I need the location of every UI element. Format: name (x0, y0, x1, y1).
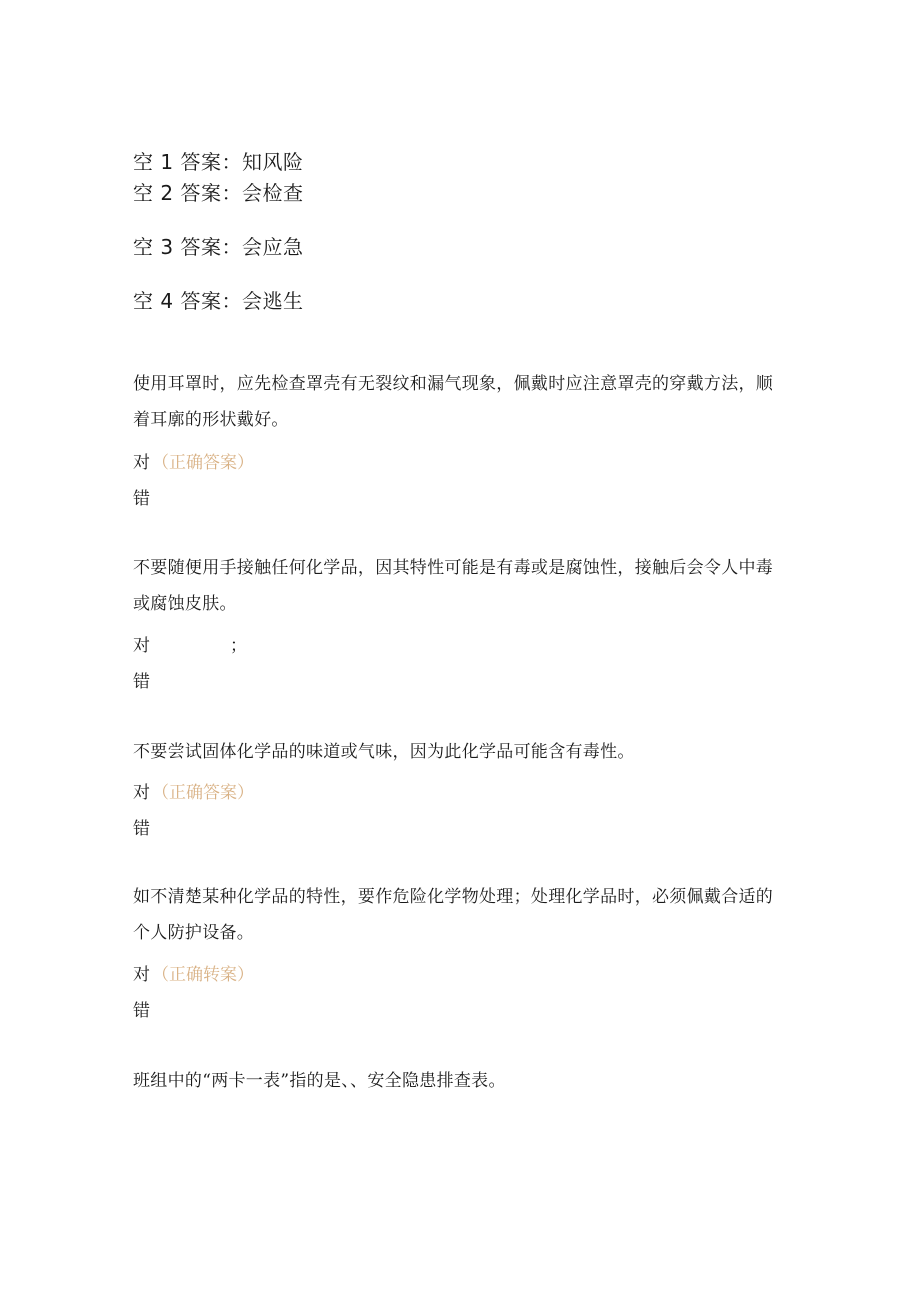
option-label: 错 (133, 489, 150, 509)
answer-value: 会逃生 (241, 289, 304, 313)
question-3-option-true[interactable] (133, 781, 254, 805)
answer-label: 空 4 答案： (133, 289, 242, 313)
question-1-text: 使用耳罩时，应先检查罩壳有无裂纹和漏气现象，佩戴时应注意罩壳的穿戴方法，顺着耳廓的形状戴好。 (133, 374, 774, 430)
answer-line-2 (133, 181, 303, 205)
answer-line-1 (133, 150, 303, 174)
question-1-option-false[interactable] (133, 487, 150, 511)
answer-label: 空 2 答案： (133, 181, 242, 205)
answer-line-4 (133, 289, 303, 313)
option-label: 错 (133, 819, 150, 839)
answer-label: 空 3 答案： (133, 235, 242, 259)
answer-value: 会检查 (241, 181, 304, 205)
question-4-text: 如不清楚某种化学品的特性，要作危险化学物处理；处理化学品时，必须佩戴合适的个人防护设备。 (133, 887, 774, 943)
question-5-text: 班组中的“两卡一表”指的是、、安全隐患排查表。 (133, 1071, 506, 1091)
question-1-option-true[interactable] (133, 451, 254, 475)
separator-mark: ； (230, 636, 247, 656)
question-2-option-false[interactable] (133, 670, 150, 694)
answer-label: 空 1 答案： (133, 150, 242, 174)
option-label: 对 (133, 965, 150, 985)
option-label: 对 (133, 783, 150, 803)
option-label: 对 (133, 636, 150, 656)
answer-line-3 (133, 235, 303, 259)
question-4-option-true[interactable] (133, 963, 254, 987)
correct-answer-tag: （正确答案） (152, 783, 254, 803)
question-2-text: 不要随便用手接触任何化学品，因其特性可能是有毒或是腐蚀性，接触后会令人中毒或腐蚀皮肤。 (133, 558, 774, 614)
answer-value: 知风险 (241, 150, 304, 174)
answer-value: 会应急 (241, 235, 304, 259)
question-2-option-true[interactable] (133, 634, 247, 658)
correct-answer-tag: （正确答案） (152, 453, 254, 473)
correct-answer-tag: （正确转案） (152, 965, 254, 985)
option-label: 错 (133, 672, 150, 692)
question-3-option-false[interactable] (133, 817, 150, 841)
question-4-option-false[interactable] (133, 999, 150, 1023)
question-3-text: 不要尝试固体化学品的味道或气味，因为此化学品可能含有毒性。 (133, 742, 635, 762)
option-label: 错 (133, 1001, 150, 1021)
option-label: 对 (133, 453, 150, 473)
